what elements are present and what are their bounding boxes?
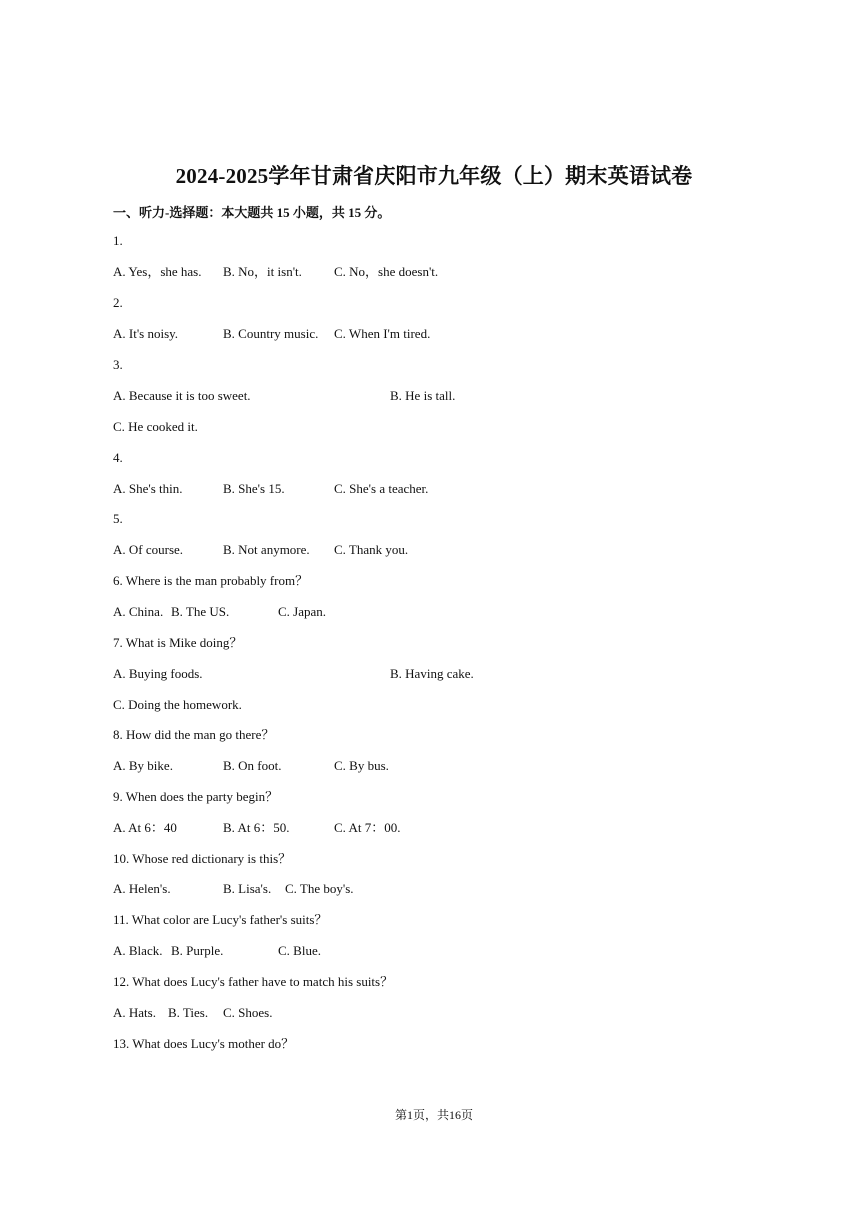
option-c: C. He cooked it.: [113, 419, 198, 434]
option-c: C. Blue.: [278, 943, 321, 958]
option-a: A. Yes，she has.: [113, 264, 202, 279]
question-12-text: 12. What does Lucy's father have to match his suits？: [113, 974, 394, 989]
option-b: B. The US.: [171, 604, 230, 619]
option-c: C. She's a teacher.: [334, 481, 429, 496]
option-b: B. Ties.: [168, 1005, 209, 1020]
option-b: B. Lisa's.: [223, 881, 272, 896]
option-c: C. At 7：00.: [334, 820, 401, 835]
question-11-text: 11. What color are Lucy's father's suits？: [113, 912, 328, 927]
question-3-number: 3.: [113, 357, 123, 372]
page-footer: 第1页，共16页: [394, 1108, 473, 1122]
question-2-number: 2.: [113, 295, 123, 310]
option-c: C. Japan.: [278, 604, 327, 619]
option-a: A. At 6：40: [113, 820, 177, 835]
question-8-text: 8. How did the man go there？: [113, 727, 275, 742]
option-b: B. Not anymore.: [223, 542, 310, 557]
option-c: C. Doing the homework.: [113, 697, 242, 712]
question-9-text: 9. When does the party begin？: [113, 789, 279, 804]
option-b: B. At 6：50.: [223, 820, 290, 835]
option-c: C. Thank you.: [334, 542, 409, 557]
option-b: B. Purple.: [171, 943, 224, 958]
option-a: A. Helen's.: [113, 881, 171, 896]
option-a: A. Of course.: [113, 542, 184, 557]
question-4-number: 4.: [113, 450, 123, 465]
option-a: A. Black.: [113, 943, 163, 958]
question-6-text: 6. Where is the man probably from？: [113, 573, 309, 588]
option-c: C. The boy's.: [285, 881, 354, 896]
option-a: A. Because it is too sweet.: [113, 388, 251, 403]
section-heading-listening: 一、听力-选择题：本大题共 15 小题，共 15 分。: [113, 205, 391, 220]
question-10-text: 10. Whose red dictionary is this？: [113, 851, 292, 866]
question-7-text: 7. What is Mike doing？: [113, 635, 243, 650]
option-a: A. Hats.: [113, 1005, 156, 1020]
option-a: A. China.: [113, 604, 164, 619]
option-c: C. When I'm tired.: [334, 326, 431, 341]
option-a: A. By bike.: [113, 758, 173, 773]
option-b: B. Having cake.: [390, 666, 474, 681]
question-13-text: 13. What does Lucy's mother do？: [113, 1036, 295, 1051]
option-b: B. She's 15.: [223, 481, 285, 496]
option-b: B. On foot.: [223, 758, 282, 773]
option-c: C. By bus.: [334, 758, 389, 773]
option-a: A. It's noisy.: [113, 326, 179, 341]
option-b: B. He is tall.: [390, 388, 456, 403]
question-5-number: 5.: [113, 511, 123, 526]
option-a: A. She's thin.: [113, 481, 183, 496]
option-a: A. Buying foods.: [113, 666, 203, 681]
option-b: B. No，it isn't.: [223, 264, 302, 279]
question-1-number: 1.: [113, 233, 123, 248]
option-c: C. Shoes.: [223, 1005, 273, 1020]
option-b: B. Country music.: [223, 326, 319, 341]
exam-title: 2024-2025学年甘肃省庆阳市九年级（上）期末英语试卷: [175, 164, 693, 188]
option-c: C. No，she doesn't.: [334, 264, 439, 279]
